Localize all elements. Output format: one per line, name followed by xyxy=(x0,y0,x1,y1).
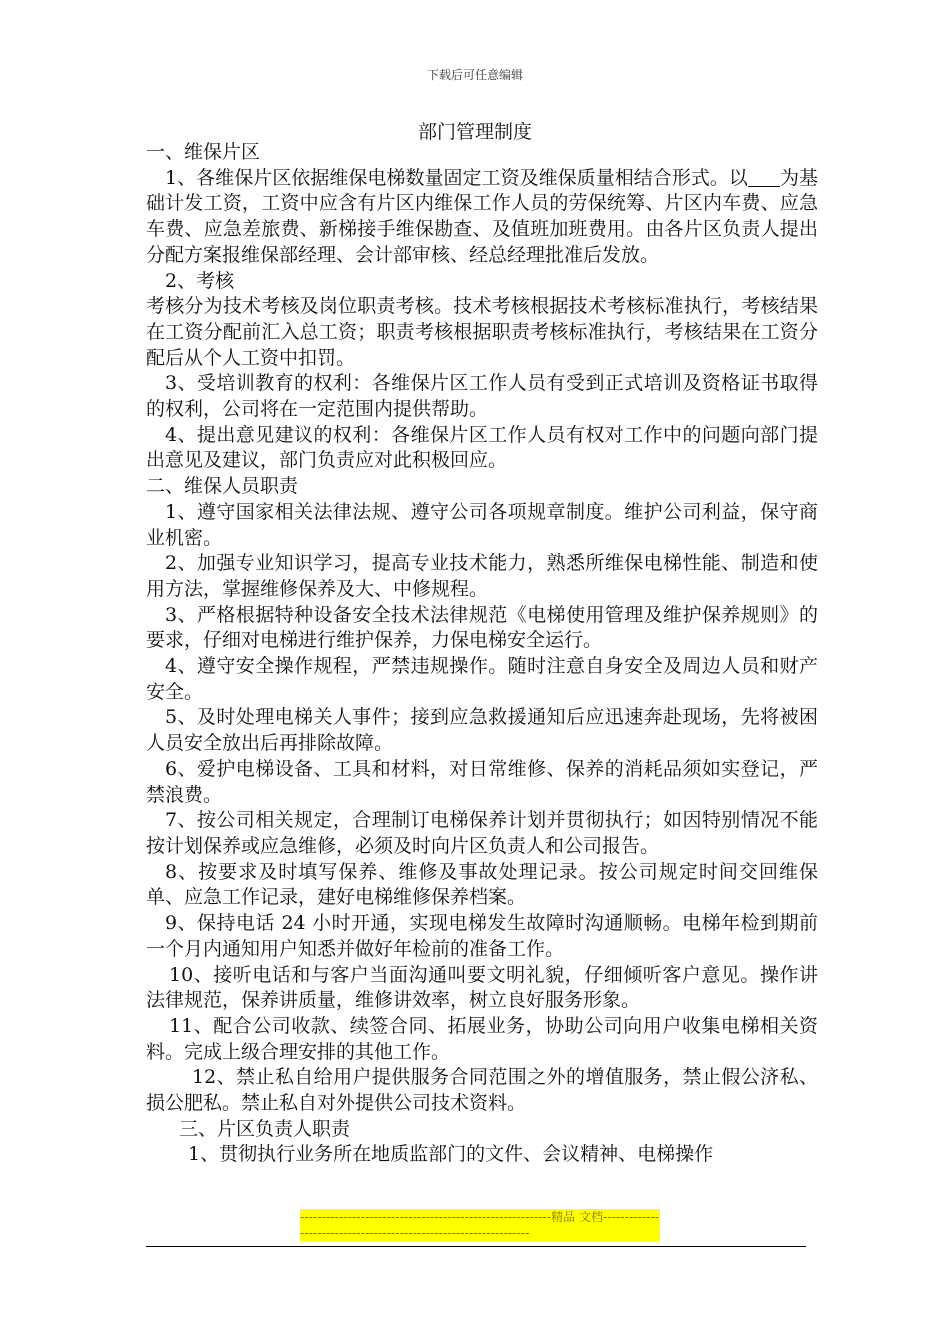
document-body xyxy=(146,140,818,1168)
paragraph-2-10: 10、接听电话和与客户当面沟通叫要文明礼貌，仔细倾听客户意见。操作讲法律规范，保养讲质量，维修讲效率，树立良好服务形象。 xyxy=(146,963,818,1012)
paragraph-1-2-body: 考核分为技术考核及岗位职责考核。技术考核根据技术考核标准执行，考核结果在工资分配前汇入总工资；职责考核根据职责考核标准执行，考核结果在工资分配后从个人工资中扣罚。 xyxy=(146,295,818,369)
paragraph-1-1 xyxy=(146,166,818,269)
paragraph-2-7: 7、按公司相关规定，合理制订电梯保养计划并贯彻执行；如因特别情况不能按计划保养或应急维修，必须及时向片区负责人和公司报告。 xyxy=(146,809,818,857)
paragraph-2-5: 5、及时处理电梯关人事件；接到应急救援通知后应迅速奔赴现场，先将被困人员安全放出后再排除故障。 xyxy=(146,706,818,755)
footer-divider xyxy=(146,1246,806,1247)
paragraph-2-6: 6、爱护电梯设备、工具和材料，对日常维修、保养的消耗品须如实登记，严禁浪费。 xyxy=(146,757,818,806)
paragraph-1-2: 2、考核 xyxy=(165,269,235,292)
footer-watermark: ----------------------------------------------------------精品 文档------------------------------------------------------------------ xyxy=(300,1210,660,1240)
section-heading-3: 三、片区负责人职责 xyxy=(179,1117,351,1140)
paragraph-2-3: 3、严格根据特种设备安全技术法律规范《电梯使用管理及维护保养规则》的要求，仔细对电梯进行维护保养，力保电梯安全运行。 xyxy=(146,603,818,652)
section-heading-1: 一、维保片区 xyxy=(146,141,261,163)
paragraph-1-3: 3、受培训教育的权利：各维保片区工作人员有受到正式培训及资格证书取得的权利，公司将在一定范围内提供帮助。 xyxy=(146,372,818,421)
paragraph-2-2: 2、加强专业知识学习，提高专业技术能力，熟悉所维保电梯性能、制造和使用方法，掌握维修保养及大、中修规程。 xyxy=(146,552,818,600)
paragraph-1-4: 4、提出意见建议的权利：各维保片区工作人员有权对工作中的问题向部门提出意见及建议，部门负责应对此积极回应。 xyxy=(146,423,818,472)
paragraph-2-4: 4、遵守安全操作规程，严禁违规操作。随时注意自身安全及周边人员和财产安全。 xyxy=(146,655,818,703)
paragraph-text: 1、各维保片区依据维保电梯数量固定工资及维保质量相结合形式。以 xyxy=(165,166,748,189)
paragraph-2-9: 9、保持电话 24 小时开通，实现电梯发生故障时沟通顺畅。电梯年检到期前一个月内通知用户知悉并做好年检前的准备工作。 xyxy=(146,912,818,960)
blank-underline xyxy=(748,168,780,187)
paragraph-2-11: 11、配合公司收款、续签合同、拓展业务，协助公司向用户收集电梯相关资料。完成上级合理安排的其他工作。 xyxy=(146,1014,818,1063)
paragraph-text-tail: 为基础计发工资，工资中应含有片区内维保工作人员的劳保统筹、片区内车费、应急车费、应急差旅费、新梯接手维保勘查、及值班加班费用。由各片区负责人提出分配方案报维保部经理、会计部审核、经总经理批准后发放。 xyxy=(146,166,818,266)
document-title: 部门管理制度 xyxy=(417,121,532,143)
paragraph-2-8: 8、按要求及时填写保养、维修及事故处理记录。按公司规定时间交回维保单、应急工作记录，建好电梯维修保养档案。 xyxy=(146,860,818,909)
section-heading-2: 二、维保人员职责 xyxy=(146,475,299,498)
paragraph-2-1: 1、遵守国家相关法律法规、遵守公司各项规章制度。维护公司利益，保守商业机密。 xyxy=(146,500,818,549)
paragraph-2-12: 12、禁止私自给用户提供服务合同范围之外的增值服务，禁止假公济私、损公肥私。禁止私自对外提供公司技术资料。 xyxy=(146,1066,818,1115)
paragraph-3-1: 1、贯彻执行业务所在地质监部门的文件、会议精神、电梯操作 xyxy=(188,1143,714,1166)
page-header-note: 下载后可任意编辑 xyxy=(426,68,523,82)
